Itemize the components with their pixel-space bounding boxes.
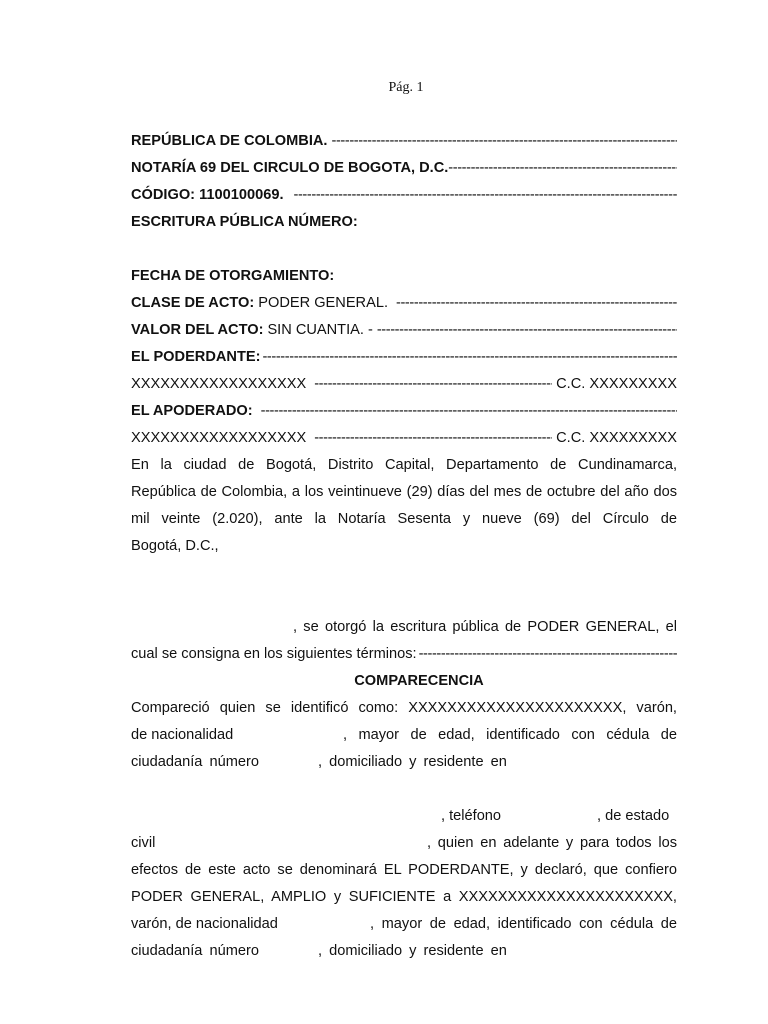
citizenship-number-label: ciudadanía número xyxy=(131,754,259,770)
act-value-label: VALOR DEL ACTO: xyxy=(131,322,264,338)
header-code-line xyxy=(131,182,677,209)
p1-line-1: Compareció quien se identificó como: XXXXXXXXXXXXXXXXXXXXXX, varón, xyxy=(131,700,677,716)
act-value-value: SIN CUANTIA. - xyxy=(267,322,373,338)
attorney-label-line xyxy=(131,398,677,425)
domicile-text: , domiciliado y residente en xyxy=(318,754,507,770)
attorney-domicile-text: , domiciliado y residente en xyxy=(318,943,507,959)
grantor-name: XXXXXXXXXXXXXXXXXX xyxy=(131,376,307,392)
granted-text-1: , se otorgó la escritura pública de PODER GENERAL, el xyxy=(293,619,677,635)
p1-line-3 xyxy=(131,749,677,776)
attorney-name: XXXXXXXXXXXXXXXXXX xyxy=(131,430,307,446)
act-class-value: PODER GENERAL. xyxy=(258,295,389,311)
poderdante-text: , quien en adelante y para todos los xyxy=(427,835,677,851)
notarial-deed xyxy=(131,128,677,965)
marital-status-label: , de estado xyxy=(597,808,670,824)
republic-heading: REPÚBLICA DE COLOMBIA. xyxy=(131,133,328,149)
attorney-id: C.C. XXXXXXXXX xyxy=(556,430,677,446)
notary-heading: NOTARÍA 69 DEL CIRCULO DE BOGOTA, D.C. xyxy=(131,160,449,176)
act-class-label: CLASE DE ACTO: xyxy=(131,295,255,311)
deed-number-label: ESCRITURA PÚBLICA NÚMERO: xyxy=(131,214,358,230)
dash-fill xyxy=(377,317,677,344)
p3-line-2 xyxy=(131,938,677,965)
date-label: FECHA DE OTORGAMIENTO: xyxy=(131,268,335,284)
header-republic-line xyxy=(131,128,677,155)
grantor-label-line xyxy=(131,344,677,371)
dash-fill xyxy=(261,398,677,425)
page-number: Pág. 1 xyxy=(388,80,424,95)
phone-label: , teléfono xyxy=(441,808,502,824)
header-notary-line xyxy=(131,155,677,182)
attorney-nationality-label: varón, de nacionalidad xyxy=(131,916,278,932)
grantor-identity-line xyxy=(131,371,677,398)
dash-fill xyxy=(262,344,677,371)
attorney-identity-line xyxy=(131,425,677,452)
civil-label: civil xyxy=(131,835,156,851)
granted-line-2 xyxy=(131,641,677,668)
dash-fill xyxy=(314,425,552,452)
grantor-label: EL PODERDANTE: xyxy=(131,349,261,365)
grantor-id: C.C. XXXXXXXXX xyxy=(556,376,677,392)
dash-fill xyxy=(314,371,552,398)
act-class-line xyxy=(131,290,677,317)
dash-fill xyxy=(331,128,677,155)
dash-fill xyxy=(419,641,677,668)
intro-paragraph: En la ciudad de Bogotá, Distrito Capital, Departamento de Cundinamarca, República de Colombia, a los veintinueve (29) días del mes de octubre del año dos mil veinte (2.020), ante la Notaría Sesenta y nueve (69) del Círculo de xyxy=(131,457,677,527)
intro-last-line: Bogotá, D.C., xyxy=(131,538,219,554)
p3-line-1 xyxy=(131,911,677,938)
act-value-line xyxy=(131,317,677,344)
granted-text-2: cual se consigna en los siguientes términos: xyxy=(131,646,417,662)
granted-line-1 xyxy=(131,614,677,641)
p2-line-1 xyxy=(131,803,677,830)
p2-paragraph: efectos de este acto se denominará EL PODERDANTE, y declaró, que confiero PODER GENERAL, AMPLIO y SUFICIENTE a XXXXXXXXXXXXXXXXXXXXXX, xyxy=(131,862,677,905)
p1-line-2 xyxy=(131,722,677,749)
attorney-citizenship-label: ciudadanía número xyxy=(131,943,259,959)
nationality-label: de nacionalidad xyxy=(131,727,234,743)
p2-line-2 xyxy=(131,830,677,857)
id-card-text: , mayor de edad, identificado con cédula de xyxy=(343,727,677,743)
notary-code: CÓDIGO: 1100100069. xyxy=(131,187,284,203)
dash-fill xyxy=(396,290,677,317)
attorney-label: EL APODERADO: xyxy=(131,403,253,419)
attorney-id-card-text: , mayor de edad, identificado con cédula de xyxy=(370,916,677,932)
dash-fill xyxy=(294,182,677,209)
dash-fill xyxy=(448,155,677,182)
section-title: COMPARECENCIA xyxy=(354,673,484,689)
